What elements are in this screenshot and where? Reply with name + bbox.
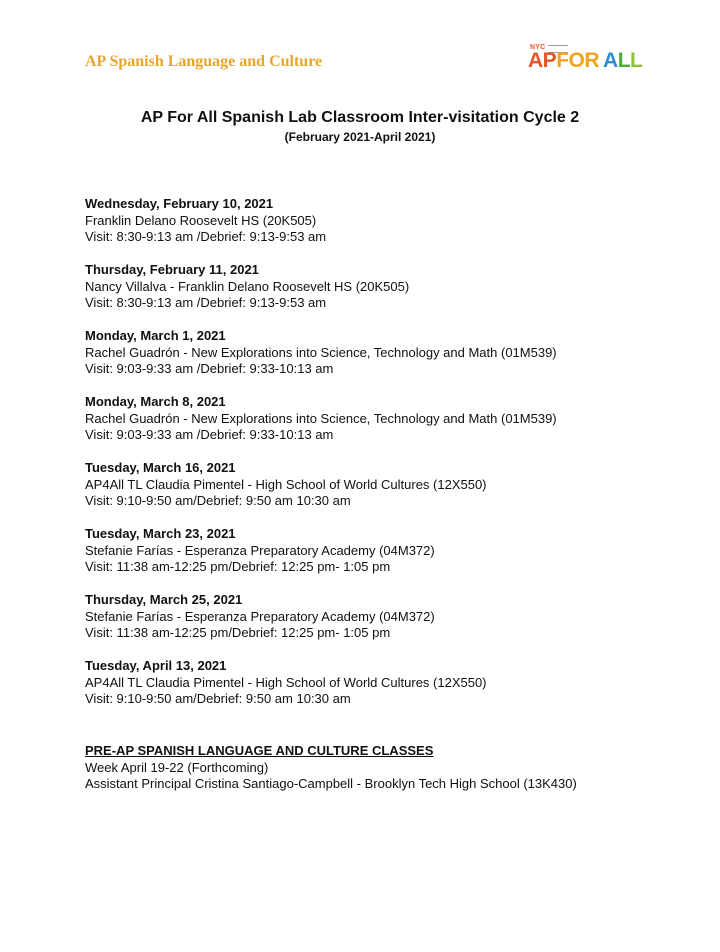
visit-host: Stefanie Farías - Esperanza Preparatory Academy (04M372) <box>85 542 435 558</box>
visit-date: Tuesday, April 13, 2021 <box>85 658 227 673</box>
visit-date: Monday, March 1, 2021 <box>85 328 226 343</box>
logo-letter: A <box>528 49 543 72</box>
visit-time: Visit: 9:10-9:50 am/Debrief: 9:50 am 10:30 am <box>85 691 351 706</box>
visit-entry <box>85 460 695 510</box>
document-subtitle: (February 2021-April 2021) <box>284 130 436 144</box>
visit-entry <box>85 592 695 642</box>
visit-host: Nancy Villalva - Franklin Delano Roosevelt HS (20K505) <box>85 278 410 294</box>
logo-letter: P <box>542 49 557 72</box>
visit-date: Thursday, March 25, 2021 <box>85 592 243 607</box>
document-title: AP For All Spanish Lab Classroom Inter-visitation Cycle 2 <box>140 109 580 126</box>
nyc-logo-mark: NYC <box>530 44 546 51</box>
visit-time: Visit: 11:38 am-12:25 pm/Debrief: 12:25 pm- 1:05 pm <box>85 559 391 574</box>
visit-schedule <box>85 196 695 724</box>
preap-host: Assistant Principal Cristina Santiago-Campbell - Brooklyn Tech High School (13K430) <box>85 776 577 791</box>
logo-letter: O <box>568 49 585 72</box>
visit-date: Tuesday, March 23, 2021 <box>85 526 236 541</box>
logo-letter: L <box>630 49 643 72</box>
logo-letter: R <box>584 49 600 72</box>
visit-host: Rachel Guadrón - New Explorations into Science, Technology and Math (01M539) <box>85 344 557 360</box>
visit-time: Visit: 9:03-9:33 am /Debrief: 9:33-10:13 am <box>85 361 334 376</box>
visit-time: Visit: 8:30-9:13 am /Debrief: 9:13-9:53 am <box>85 229 327 244</box>
visit-entry <box>85 196 695 246</box>
visit-time: Visit: 8:30-9:13 am /Debrief: 9:13-9:53 am <box>85 295 327 310</box>
visit-entry <box>85 262 695 312</box>
visit-entry <box>85 394 695 444</box>
visit-host: Stefanie Farías - Esperanza Preparatory Academy (04M372) <box>85 608 435 624</box>
visit-host: Franklin Delano Roosevelt HS (20K505) <box>85 212 317 228</box>
visit-time: Visit: 9:03-9:33 am /Debrief: 9:33-10:13 am <box>85 427 334 442</box>
logo-wordmark <box>528 49 642 73</box>
preap-heading: PRE-AP SPANISH LANGUAGE AND CULTURE CLASSES <box>85 743 434 758</box>
logo-letter: F <box>556 49 569 72</box>
visit-host: Rachel Guadrón - New Explorations into Science, Technology and Math (01M539) <box>85 410 557 426</box>
visit-host: AP4All TL Claudia Pimentel - High School of World Cultures (12X550) <box>85 674 487 690</box>
ap-for-all-logo <box>528 44 643 73</box>
preap-week: Week April 19-22 (Forthcoming) <box>85 759 269 775</box>
visit-date: Monday, March 8, 2021 <box>85 394 226 409</box>
visit-time: Visit: 9:10-9:50 am/Debrief: 9:50 am 10:30 am <box>85 493 351 508</box>
visit-time: Visit: 11:38 am-12:25 pm/Debrief: 12:25 pm- 1:05 pm <box>85 625 391 640</box>
visit-entry <box>85 658 695 708</box>
logo-letter: A <box>603 49 618 72</box>
visit-entry <box>85 526 695 576</box>
preap-section <box>85 743 705 793</box>
visit-entry <box>85 328 695 378</box>
visit-date: Tuesday, March 16, 2021 <box>85 460 236 475</box>
logo-letter: L <box>617 49 631 72</box>
visit-host: AP4All TL Claudia Pimentel - High School of World Cultures (12X550) <box>85 476 487 492</box>
visit-date: Thursday, February 11, 2021 <box>85 262 259 277</box>
visit-date: Wednesday, February 10, 2021 <box>85 196 274 211</box>
course-title: AP Spanish Language and Culture <box>85 53 323 70</box>
